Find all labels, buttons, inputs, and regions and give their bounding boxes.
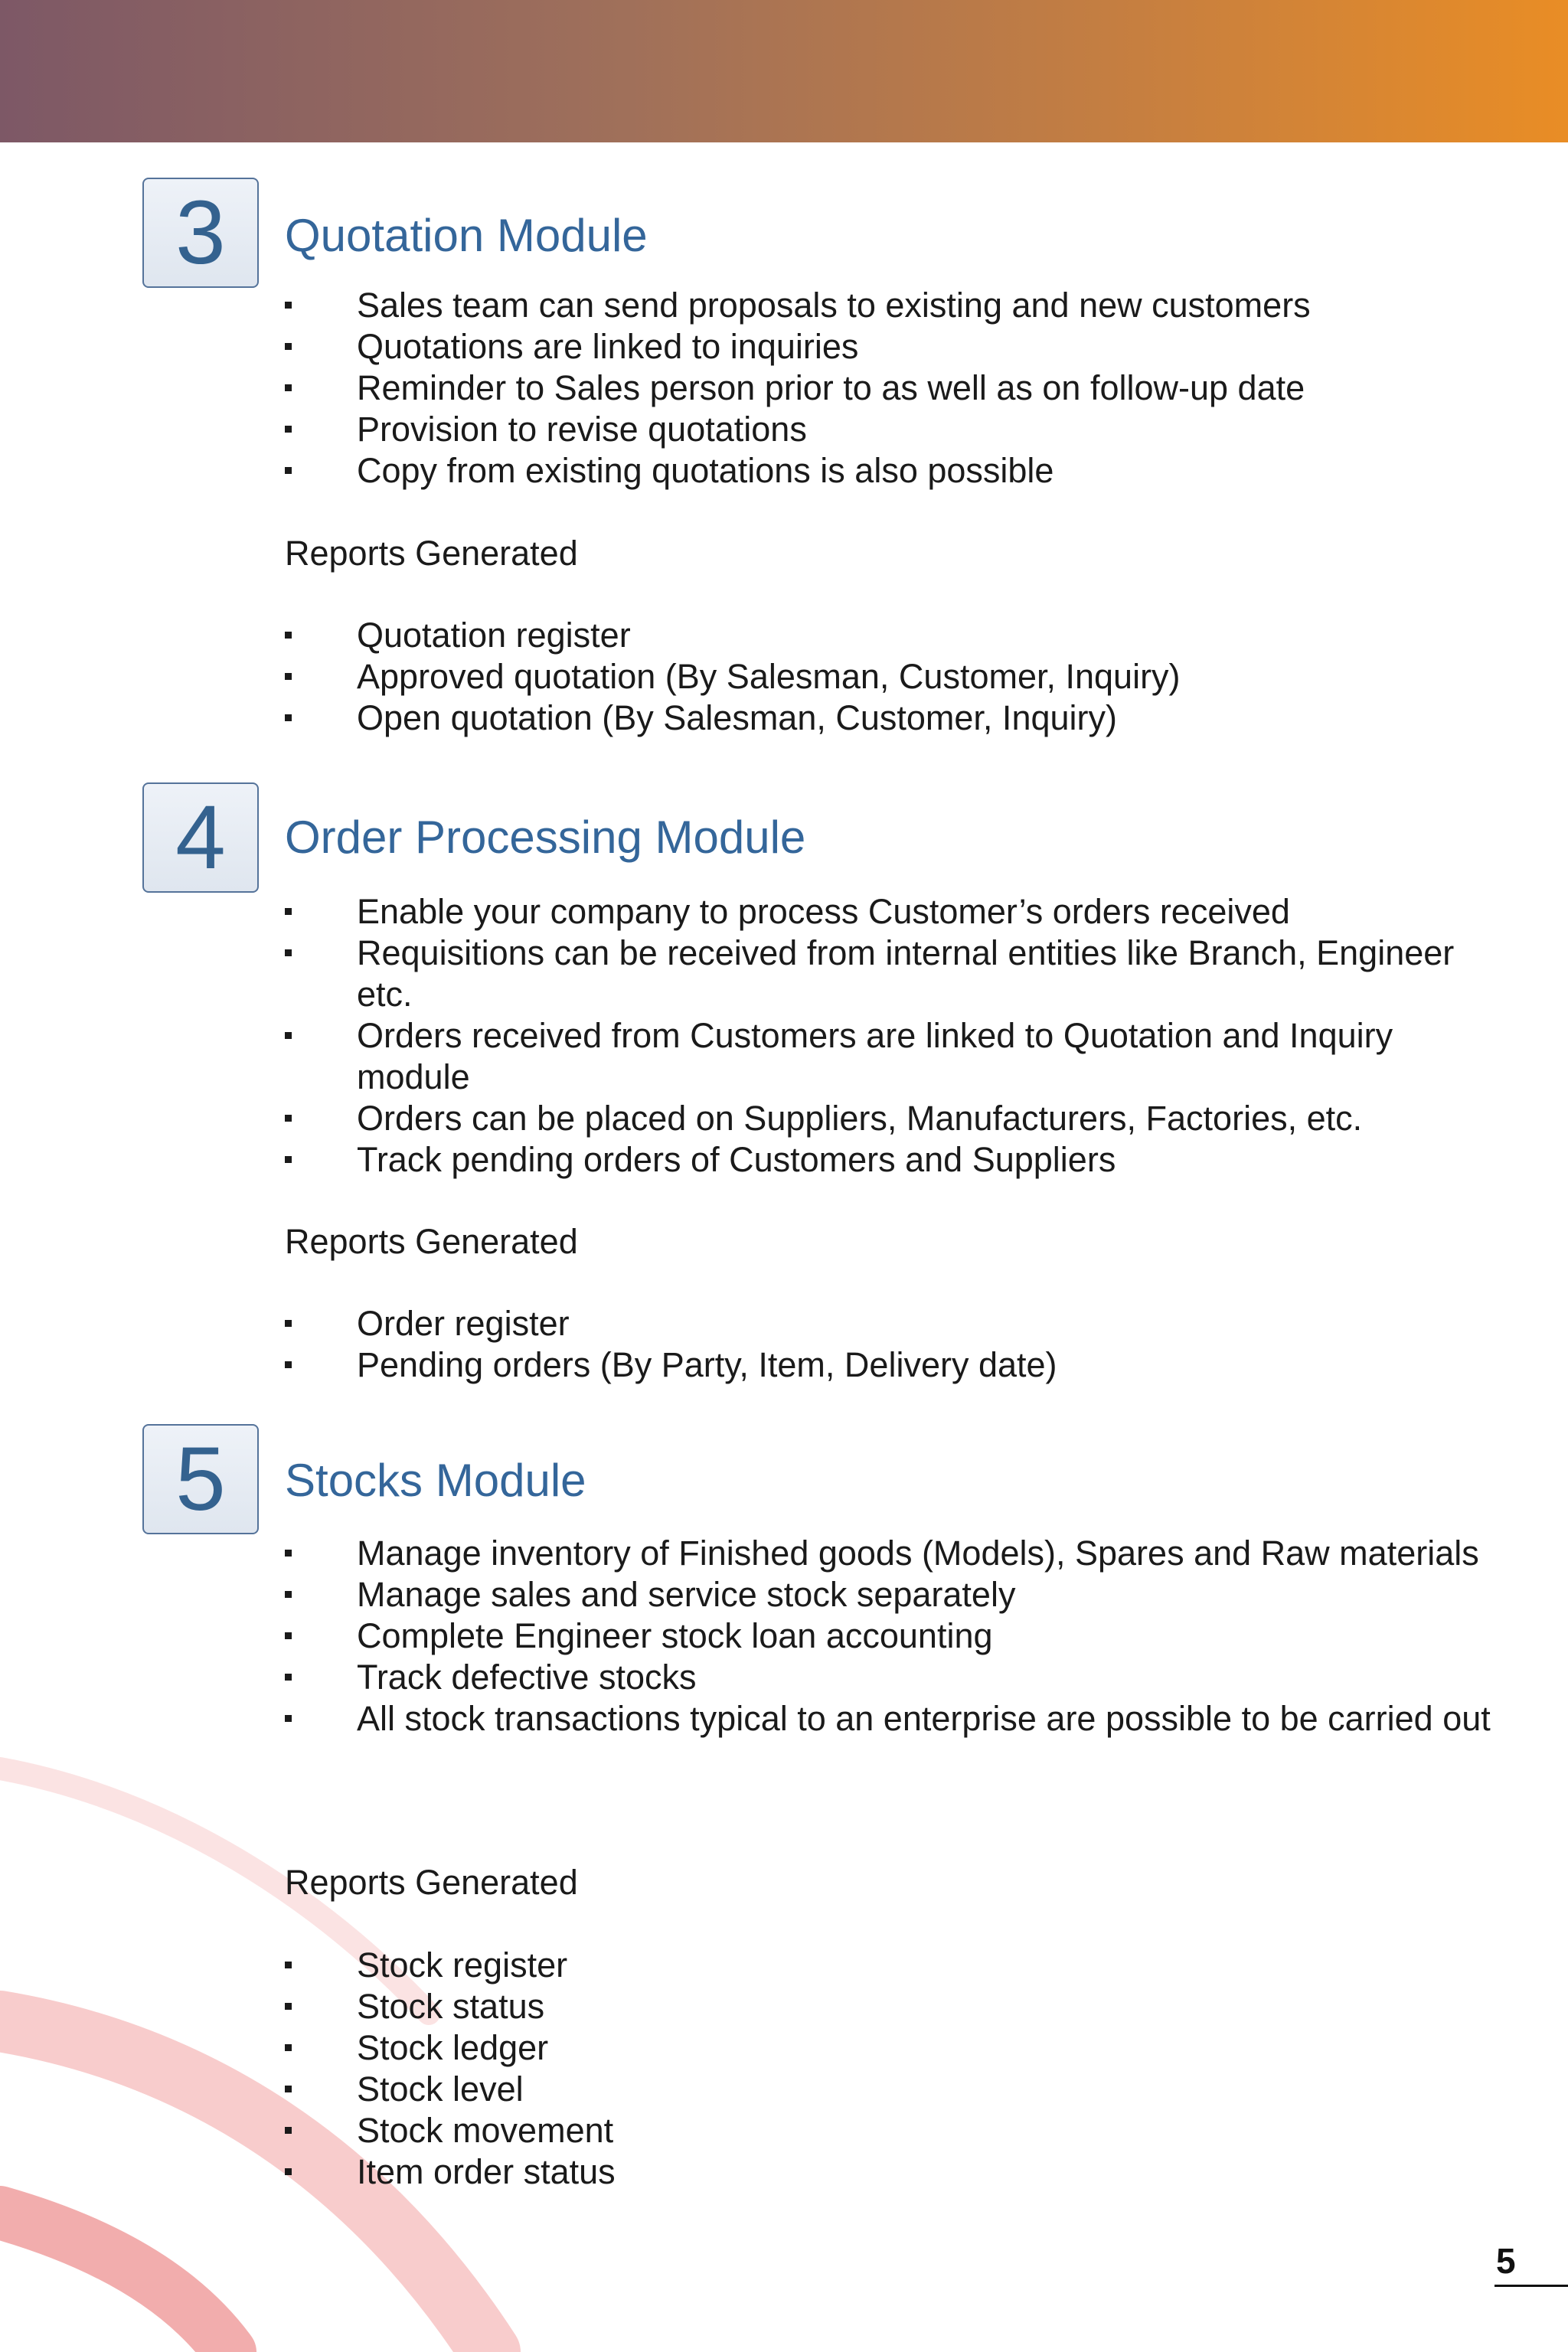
bullet-icon [285,302,292,309]
reports-generated-label: Reports Generated [285,534,578,573]
feature-list [285,1533,1505,1740]
list-item: Stock register [285,1945,1505,1986]
bullet-icon [285,1361,292,1368]
section-number-box: 4 [142,782,259,893]
reports-generated-label: Reports Generated [285,1222,578,1261]
list-item: Complete Engineer stock loan accounting [285,1615,1505,1657]
list-item: Stock ledger [285,2027,1505,2069]
bullet-icon [285,1156,292,1163]
section-number-box: 3 [142,178,259,288]
bullet-icon [285,714,292,721]
bullet-icon [285,343,292,350]
bullet-icon [285,908,292,915]
bullet-icon [285,384,292,391]
section-title: Stocks Module [285,1455,586,1506]
list-item: Manage sales and service stock separately [285,1574,1505,1615]
list-item: Enable your company to process Customer’s orders received [285,891,1505,933]
bullet-icon [285,2003,292,2010]
bullet-icon [285,673,292,680]
bullet-icon [285,2044,292,2051]
list-item: Pending orders (By Party, Item, Delivery date) [285,1344,1505,1386]
list-item: Track defective stocks [285,1657,1505,1698]
bullet-icon [285,632,292,639]
bullet-icon [285,2086,292,2092]
bullet-icon [285,467,292,474]
list-item: Copy from existing quotations is also possible [285,450,1505,492]
list-item: Item order status [285,2151,1505,2193]
bullet-icon [285,1115,292,1122]
header-band [0,0,1568,142]
bullet-icon [285,2168,292,2175]
bullet-icon [285,1715,292,1722]
list-item: Approved quotation (By Salesman, Customer, Inquiry) [285,656,1505,697]
page-number: 5 [1496,2241,1516,2281]
page-number-underline [1494,2285,1568,2287]
list-item: Stock movement [285,2110,1505,2151]
feature-list [285,285,1505,492]
list-item: Reminder to Sales person prior to as well as on follow-up date [285,368,1505,409]
reports-list [285,1945,1505,2193]
bullet-icon [285,1550,292,1557]
section-title: Quotation Module [285,210,648,261]
list-item: Open quotation (By Salesman, Customer, Inquiry) [285,697,1505,739]
bullet-icon [285,426,292,433]
list-item: Sales team can send proposals to existing and new customers [285,285,1505,326]
bullet-icon [285,1032,292,1039]
section-number-box: 5 [142,1424,259,1534]
reports-generated-label: Reports Generated [285,1863,578,1902]
list-item: Track pending orders of Customers and Suppliers [285,1139,1505,1181]
feature-list [285,891,1505,1181]
list-item: Manage inventory of Finished goods (Models), Spares and Raw materials [285,1533,1505,1574]
reports-list [285,1303,1505,1386]
list-item: Order register [285,1303,1505,1344]
bullet-icon [285,1674,292,1681]
bullet-icon [285,1591,292,1598]
list-item: Orders can be placed on Suppliers, Manufacturers, Factories, etc. [285,1098,1505,1139]
list-item: All stock transactions typical to an enterprise are possible to be carried out [285,1698,1505,1740]
reports-list [285,615,1505,739]
list-item: Orders received from Customers are linked to Quotation and Inquiry module [285,1015,1505,1098]
bullet-icon [285,949,292,956]
bullet-icon [285,1632,292,1639]
bullet-icon [285,1320,292,1327]
section-title: Order Processing Module [285,812,806,863]
list-item: Provision to revise quotations [285,409,1505,450]
list-item: Quotation register [285,615,1505,656]
bullet-icon [285,1962,292,1968]
bullet-icon [285,2127,292,2134]
list-item: Stock level [285,2069,1505,2110]
list-item: Quotations are linked to inquiries [285,326,1505,368]
list-item: Stock status [285,1986,1505,2027]
list-item: Requisitions can be received from internal entities like Branch, Engineer etc. [285,933,1505,1015]
